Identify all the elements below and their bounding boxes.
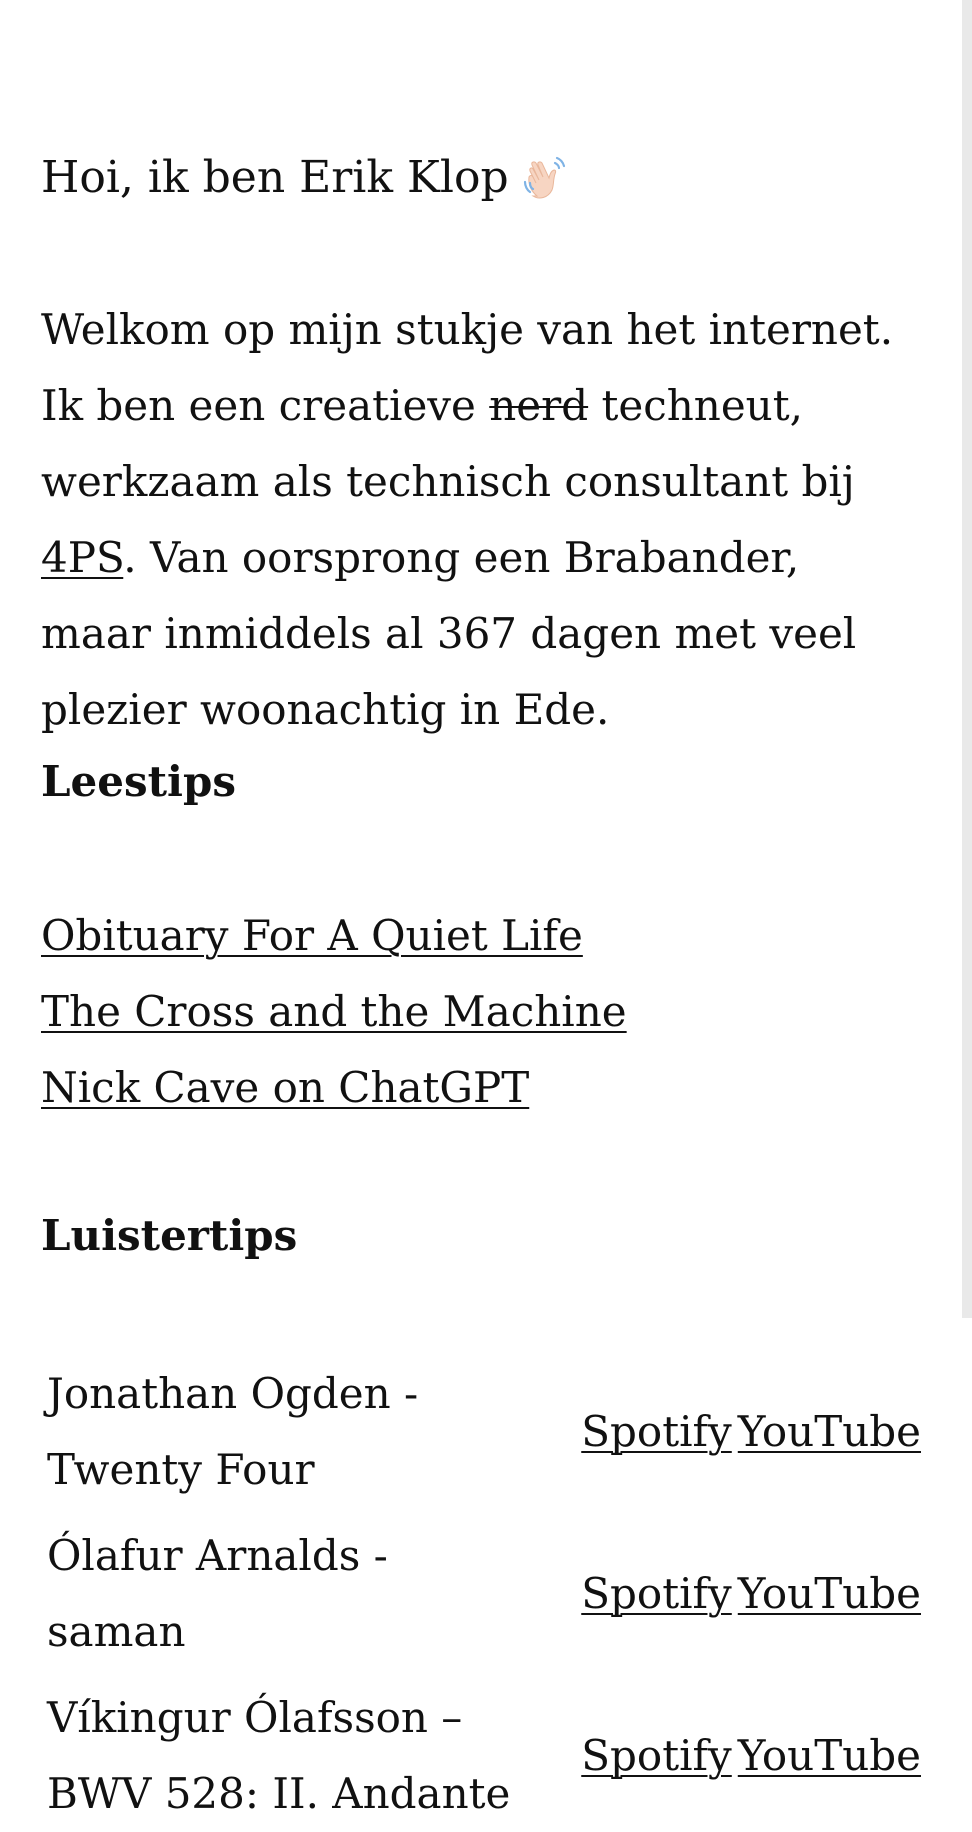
track-title: Ólafur Arnalds - saman bbox=[47, 1531, 388, 1656]
waving-hand-icon bbox=[519, 152, 571, 204]
reading-list bbox=[41, 898, 627, 1126]
intro-text-1: Welkom op mijn stukje van het internet. Ik ben een creatieve bbox=[41, 305, 894, 430]
list-item bbox=[41, 974, 627, 1050]
intro-text-2: techneut, werkzaam als technisch consultant bij bbox=[41, 381, 855, 506]
greeting-heading bbox=[41, 150, 571, 206]
intro-paragraph bbox=[41, 292, 921, 748]
scrollbar[interactable] bbox=[962, 0, 972, 1318]
list-item bbox=[41, 1050, 627, 1126]
youtube-link[interactable]: YouTube bbox=[737, 1407, 921, 1456]
listening-table bbox=[41, 1356, 921, 1832]
struck-word: nerd bbox=[489, 381, 589, 430]
track-title: Jonathan Ogden - Twenty Four bbox=[47, 1369, 419, 1494]
youtube-link[interactable]: YouTube bbox=[737, 1569, 921, 1618]
greeting-text: Hoi, ik ben Erik Klop bbox=[41, 152, 509, 203]
table-row bbox=[41, 1356, 921, 1508]
reading-heading: Leestips bbox=[41, 757, 236, 806]
reading-link-cross-machine[interactable]: The Cross and the Machine bbox=[41, 987, 627, 1036]
company-link[interactable]: 4PS bbox=[41, 533, 124, 582]
reading-link-nick-cave[interactable]: Nick Cave on ChatGPT bbox=[41, 1063, 530, 1112]
intro-text-3: . Van oorsprong een Brabander, maar inmiddels al 367 dagen met veel plezier woonachtig in Ede. bbox=[41, 533, 857, 734]
spotify-link[interactable]: Spotify bbox=[581, 1569, 732, 1618]
reading-link-obituary[interactable]: Obituary For A Quiet Life bbox=[41, 911, 583, 960]
spotify-link[interactable]: Spotify bbox=[581, 1731, 732, 1780]
listening-heading: Luistertips bbox=[41, 1211, 298, 1260]
table-row bbox=[41, 1680, 921, 1832]
track-title: Víkingur Ólafsson – BWV 528: II. Andante bbox=[47, 1693, 511, 1818]
table-row bbox=[41, 1508, 921, 1680]
spotify-link[interactable]: Spotify bbox=[581, 1407, 732, 1456]
list-item bbox=[41, 898, 627, 974]
youtube-link[interactable]: YouTube bbox=[737, 1731, 921, 1780]
